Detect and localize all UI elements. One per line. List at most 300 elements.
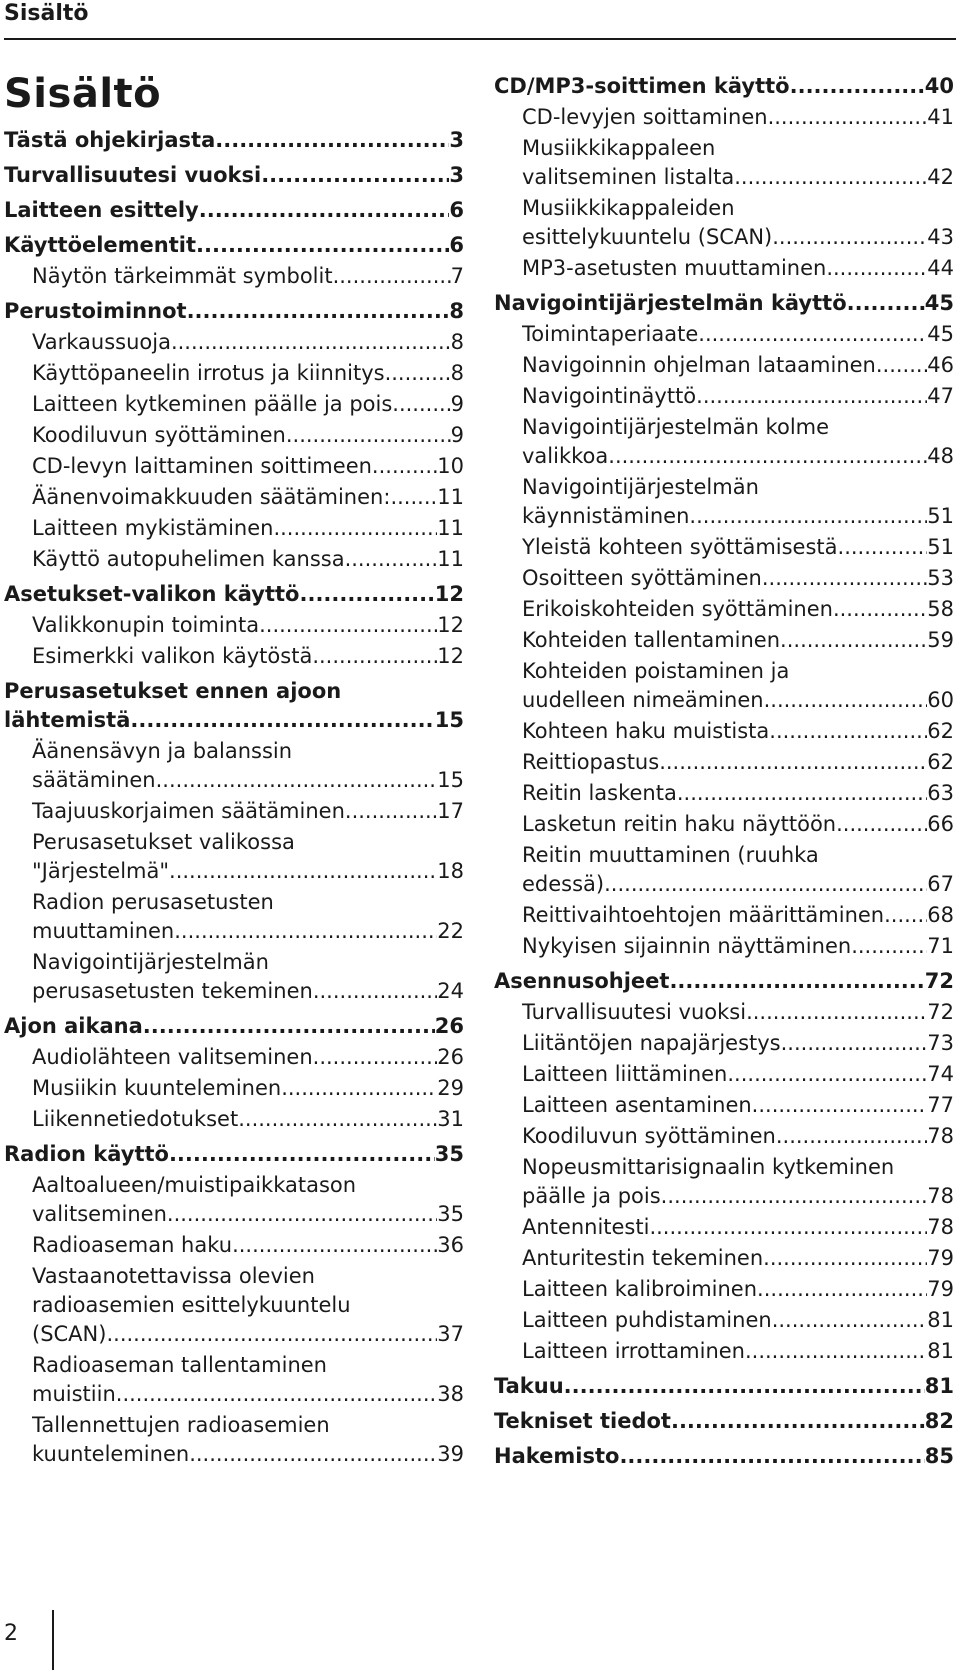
toc-entry-title: Käyttöpaneelin irrotus ja kiinnitys <box>32 361 385 385</box>
toc-page-number: 35 <box>437 1202 464 1226</box>
toc-dot-leader <box>273 514 437 543</box>
toc-entry-title: MP3-asetusten muuttaminen <box>522 256 827 280</box>
toc-section-entry <box>494 1372 954 1401</box>
toc-entry-title: Käyttö autopuhelimen kanssa <box>32 547 345 571</box>
toc-page-number: 8 <box>450 330 464 354</box>
toc-page-number: 26 <box>437 1045 464 1069</box>
toc-dot-leader <box>169 857 437 886</box>
toc-page-number: 9 <box>450 423 464 447</box>
toc-entry-title: (SCAN) <box>32 1322 107 1346</box>
toc-dot-leader <box>772 223 927 252</box>
toc-page-number: 18 <box>437 859 464 883</box>
toc-entry-title: "Järjestelmä" <box>32 859 170 883</box>
toc-subsection-entry <box>494 473 954 531</box>
toc-page-number: 85 <box>924 1444 954 1468</box>
toc-page-number: 77 <box>927 1093 954 1117</box>
toc-right-column <box>494 72 954 1473</box>
toc-entry-title: Vastaanotettavissa olevien <box>32 1264 315 1288</box>
toc-dot-leader <box>746 998 927 1027</box>
toc-entry-title: Turvallisuutesi vuoksi <box>522 1000 747 1024</box>
toc-dot-leader <box>259 611 437 640</box>
toc-dot-leader <box>385 359 451 388</box>
toc-subsection-entry <box>494 1244 954 1273</box>
toc-subsection-entry <box>494 194 954 252</box>
toc-subsection-entry <box>494 382 954 411</box>
toc-page-number: 62 <box>927 750 954 774</box>
toc-subsection-entry <box>4 797 464 826</box>
toc-subsection-entry <box>494 998 954 1027</box>
toc-dot-leader <box>757 1275 927 1304</box>
toc-page-number: 39 <box>437 1442 464 1466</box>
toc-page-number: 6 <box>449 198 464 222</box>
toc-subsection-entry <box>4 328 464 357</box>
toc-section-entry <box>4 196 464 225</box>
toc-dot-leader <box>768 103 928 132</box>
toc-page-number: 45 <box>924 291 954 315</box>
toc-entry-title: Radioaseman tallentaminen <box>32 1353 327 1377</box>
toc-entry-title: Lasketun reitin haku näyttöön <box>522 812 837 836</box>
toc-entry-title: Navigointijärjestelmän <box>32 950 269 974</box>
toc-dot-leader <box>608 442 927 471</box>
toc-dot-leader <box>884 901 927 930</box>
toc-dot-leader <box>727 1060 927 1089</box>
toc-dot-leader <box>156 766 438 795</box>
toc-page-number: 37 <box>437 1322 464 1346</box>
toc-entry-title: Navigointinäyttö <box>522 384 697 408</box>
toc-page-number: 58 <box>927 597 954 621</box>
toc-subsection-entry <box>4 421 464 450</box>
toc-dot-leader <box>826 254 927 283</box>
toc-page-number: 81 <box>927 1308 954 1332</box>
toc-dot-leader <box>689 502 927 531</box>
toc-dot-leader <box>838 533 928 562</box>
toc-entry-title: Musiikkikappaleen <box>522 136 716 160</box>
toc-entry-title: Näytön tärkeimmät symbolit <box>32 264 333 288</box>
toc-subsection-entry <box>4 888 464 946</box>
toc-entry-title: lähtemistä <box>4 708 131 732</box>
toc-subsection-entry <box>4 1043 464 1072</box>
toc-section-entry <box>4 161 464 190</box>
toc-section-entry <box>4 1140 464 1169</box>
toc-page-number: 15 <box>434 708 464 732</box>
toc-dot-leader <box>763 1244 927 1273</box>
toc-entry-title: Perusasetukset ennen ajoon <box>4 679 342 703</box>
toc-dot-leader <box>286 421 451 450</box>
toc-dot-leader <box>215 126 449 155</box>
toc-dot-leader <box>836 810 927 839</box>
toc-subsection-entry <box>494 932 954 961</box>
toc-entry-title: Audiolähteen valitseminen <box>32 1045 313 1069</box>
toc-page-number: 45 <box>927 322 954 346</box>
toc-page-number: 11 <box>437 547 464 571</box>
toc-page-number: 81 <box>927 1339 954 1363</box>
toc-dot-leader <box>764 686 928 715</box>
toc-subsection-entry <box>494 810 954 839</box>
toc-entry-title: Äänenvoimakkuuden säätäminen: <box>32 485 391 509</box>
toc-entry-title: Kohteen haku muistista <box>522 719 770 743</box>
toc-dot-leader <box>781 1029 928 1058</box>
toc-subsection-entry <box>4 483 464 512</box>
toc-entry-title: Laitteen puhdistaminen <box>522 1308 772 1332</box>
toc-subsection-entry <box>4 390 464 419</box>
toc-entry-title: Nopeusmittarisignaalin kytkeminen <box>522 1155 895 1179</box>
toc-entry-title: perusasetusten tekeminen <box>32 979 313 1003</box>
toc-entry-title: Aaltoalueen/muistipaikkatason <box>32 1173 357 1197</box>
toc-dot-leader <box>698 320 927 349</box>
toc-dot-leader <box>847 289 925 318</box>
page-title: Sisältö <box>4 71 162 117</box>
toc-entry-title: Radion perusasetusten <box>32 890 274 914</box>
toc-dot-leader <box>390 483 437 512</box>
toc-entry-title: Navigointijärjestelmän <box>522 475 759 499</box>
toc-entry-title: CD/MP3-soittimen käyttö <box>494 74 790 98</box>
toc-subsection-entry <box>494 533 954 562</box>
toc-dot-leader <box>669 967 924 996</box>
toc-entry-title: Erikoiskohteiden syöttäminen <box>522 597 833 621</box>
toc-dot-leader <box>196 231 449 260</box>
toc-page-number: 31 <box>437 1107 464 1131</box>
toc-subsection-entry <box>494 103 954 132</box>
toc-subsection-entry <box>4 1262 464 1349</box>
toc-entry-title: Anturitestin tekeminen <box>522 1246 764 1270</box>
toc-subsection-entry <box>494 626 954 655</box>
toc-subsection-entry <box>494 779 954 808</box>
toc-page-number: 72 <box>924 969 954 993</box>
toc-subsection-entry <box>4 545 464 574</box>
toc-page-number: 62 <box>927 719 954 743</box>
toc-page-number: 44 <box>927 256 954 280</box>
toc-section-entry <box>4 580 464 609</box>
toc-entry-title: valitseminen <box>32 1202 167 1226</box>
toc-dot-leader <box>661 1182 928 1211</box>
toc-dot-leader <box>232 1231 437 1260</box>
toc-page-number: 60 <box>927 688 954 712</box>
toc-page-number: 47 <box>927 384 954 408</box>
toc-entry-title: esittelykuuntelu (SCAN) <box>522 225 773 249</box>
toc-page-number: 79 <box>927 1246 954 1270</box>
toc-page-number: 79 <box>927 1277 954 1301</box>
toc-dot-leader <box>769 717 927 746</box>
toc-subsection-entry <box>4 1351 464 1409</box>
toc-page-number: 12 <box>434 582 464 606</box>
toc-subsection-entry <box>4 262 464 291</box>
toc-entry-title: Perusasetukset valikossa <box>32 830 295 854</box>
toc-dot-leader <box>564 1372 925 1401</box>
toc-dot-leader <box>312 642 437 671</box>
toc-dot-leader <box>619 1442 924 1471</box>
header-divider <box>4 38 956 40</box>
toc-dot-leader <box>345 797 437 826</box>
toc-entry-title: Kohteiden tallentaminen <box>522 628 781 652</box>
toc-page-number: 9 <box>450 392 464 416</box>
toc-page-number: 72 <box>927 1000 954 1024</box>
toc-entry-title: kuunteleminen <box>32 1442 190 1466</box>
toc-dot-leader <box>171 328 451 357</box>
toc-page-number: 15 <box>437 768 464 792</box>
toc-entry-title: Laitteen irrottaminen <box>522 1339 745 1363</box>
toc-dot-leader <box>833 595 927 624</box>
toc-dot-leader <box>116 1380 438 1409</box>
toc-entry-title: Tästä ohjekirjasta <box>4 128 216 152</box>
toc-page-number: 42 <box>927 165 954 189</box>
toc-page-number: 71 <box>927 934 954 958</box>
toc-entry-title: Laitteen esittely <box>4 198 199 222</box>
toc-subsection-entry <box>494 413 954 471</box>
toc-entry-title: Laitteen kytkeminen päälle ja pois <box>32 392 393 416</box>
toc-subsection-entry <box>4 828 464 886</box>
toc-entry-title: Laitteen mykistäminen <box>32 516 274 540</box>
toc-page-number: 81 <box>924 1374 954 1398</box>
toc-entry-title: Reittiopastus <box>522 750 660 774</box>
toc-page-number: 63 <box>927 781 954 805</box>
toc-entry-title: Koodiluvun syöttäminen <box>32 423 286 447</box>
toc-subsection-entry <box>494 1275 954 1304</box>
toc-dot-leader <box>649 1213 927 1242</box>
toc-page-number: 67 <box>927 872 954 896</box>
toc-entry-title: Asetukset-valikon käyttö <box>4 582 300 606</box>
toc-dot-leader <box>677 779 927 808</box>
toc-page-number: 73 <box>927 1031 954 1055</box>
toc-section-entry <box>494 967 954 996</box>
toc-page-number: 24 <box>437 979 464 1003</box>
toc-page-number: 41 <box>927 105 954 129</box>
toc-page-number: 66 <box>927 812 954 836</box>
toc-dot-leader <box>752 1091 928 1120</box>
toc-dot-leader <box>790 72 925 101</box>
toc-dot-leader <box>604 870 927 899</box>
toc-section-entry <box>4 231 464 260</box>
toc-section-entry <box>494 1442 954 1471</box>
toc-page-number: 11 <box>437 485 464 509</box>
toc-entry-title: Takuu <box>494 1374 564 1398</box>
toc-page-number: 38 <box>437 1382 464 1406</box>
toc-entry-title: valikkoa <box>522 444 609 468</box>
toc-page-number: 46 <box>927 353 954 377</box>
toc-entry-title: Koodiluvun syöttäminen <box>522 1124 776 1148</box>
toc-entry-title: Nykyisen sijainnin näyttäminen <box>522 934 852 958</box>
toc-entry-title: Laitteen kalibroiminen <box>522 1277 758 1301</box>
toc-subsection-entry <box>494 657 954 715</box>
toc-subsection-entry <box>494 901 954 930</box>
toc-page-number: 51 <box>927 504 954 528</box>
toc-entry-title: Navigoinnin ohjelman lataaminen <box>522 353 876 377</box>
toc-entry-title: Ajon aikana <box>4 1014 143 1038</box>
toc-section-entry <box>4 677 464 735</box>
toc-subsection-entry <box>494 1153 954 1211</box>
toc-subsection-entry <box>494 1337 954 1366</box>
toc-page-number: 82 <box>924 1409 954 1433</box>
toc-page-number: 48 <box>927 444 954 468</box>
toc-entry-title: valitseminen listalta <box>522 165 735 189</box>
toc-dot-leader <box>745 1337 927 1366</box>
toc-entry-title: Antennitesti <box>522 1215 650 1239</box>
toc-subsection-entry <box>4 642 464 671</box>
toc-page-number: 12 <box>437 613 464 637</box>
toc-entry-title: Radioaseman haku <box>32 1233 233 1257</box>
toc-subsection-entry <box>4 359 464 388</box>
toc-page-number: 11 <box>437 516 464 540</box>
toc-subsection-entry <box>4 737 464 795</box>
toc-entry-title: Reitin muuttaminen (ruuhka <box>522 843 819 867</box>
page-number: 2 <box>4 1621 18 1646</box>
toc-dot-leader <box>187 297 450 326</box>
toc-dot-leader <box>261 161 449 190</box>
toc-dot-leader <box>392 390 450 419</box>
toc-dot-leader <box>696 382 927 411</box>
toc-entry-title: Reittivaihtoehtojen määrittäminen <box>522 903 885 927</box>
toc-entry-title: Radion käyttö <box>4 1142 169 1166</box>
toc-page-number: 7 <box>450 264 464 288</box>
toc-page-number: 29 <box>437 1076 464 1100</box>
toc-page-number: 8 <box>450 361 464 385</box>
toc-subsection-entry <box>494 351 954 380</box>
toc-page-number: 68 <box>927 903 954 927</box>
toc-dot-leader <box>851 932 927 961</box>
toc-subsection-entry <box>4 948 464 1006</box>
toc-page-number: 78 <box>927 1184 954 1208</box>
toc-section-entry <box>494 289 954 318</box>
toc-subsection-entry <box>494 254 954 283</box>
toc-dot-leader <box>130 706 434 735</box>
toc-subsection-entry <box>494 595 954 624</box>
toc-entry-title: Laitteen asentaminen <box>522 1093 752 1117</box>
toc-entry-title: CD-levyjen soittaminen <box>522 105 768 129</box>
toc-entry-title: päälle ja pois <box>522 1184 661 1208</box>
toc-entry-title: Äänensävyn ja balanssin <box>32 739 293 763</box>
toc-dot-leader <box>772 1306 928 1335</box>
toc-entry-title: Tallennettujen radioasemien <box>32 1413 330 1437</box>
toc-entry-title: Toimintaperiaate <box>522 322 699 346</box>
toc-entry-title: Asennusohjeet <box>494 969 670 993</box>
toc-page-number: 10 <box>437 454 464 478</box>
toc-page-number: 59 <box>927 628 954 652</box>
footer-divider <box>52 1610 54 1670</box>
toc-entry-title: Liitäntöjen napajärjestys <box>522 1031 781 1055</box>
toc-entry-title: Yleistä kohteen syöttämisestä <box>522 535 838 559</box>
toc-page-number: 53 <box>927 566 954 590</box>
toc-entry-title: muistiin <box>32 1382 116 1406</box>
toc-entry-title: Kohteiden poistaminen ja <box>522 659 790 683</box>
toc-subsection-entry <box>494 564 954 593</box>
toc-subsection-entry <box>494 1122 954 1151</box>
toc-entry-title: Musiikin kuunteleminen <box>32 1076 282 1100</box>
toc-dot-leader <box>876 351 927 380</box>
toc-entry-title: Laitteen liittäminen <box>522 1062 728 1086</box>
toc-dot-leader <box>313 1043 438 1072</box>
toc-dot-leader <box>780 626 927 655</box>
toc-entry-title: Musiikkikappaleiden <box>522 196 735 220</box>
toc-page-number: 51 <box>927 535 954 559</box>
toc-dot-leader <box>333 262 451 291</box>
toc-subsection-entry <box>494 1306 954 1335</box>
toc-page-number: 78 <box>927 1215 954 1239</box>
toc-subsection-entry <box>494 1091 954 1120</box>
toc-entry-title: Reitin laskenta <box>522 781 677 805</box>
running-header: Sisältö <box>4 1 89 26</box>
toc-dot-leader <box>238 1105 437 1134</box>
toc-dot-leader <box>372 452 437 481</box>
toc-page-number: 8 <box>449 299 464 323</box>
toc-entry-title: Perustoiminnot <box>4 299 187 323</box>
toc-dot-leader <box>169 1140 435 1169</box>
toc-left-column <box>4 126 464 1471</box>
toc-entry-title: Valikkonupin toiminta <box>32 613 260 637</box>
toc-dot-leader <box>143 1012 435 1041</box>
toc-subsection-entry <box>494 1213 954 1242</box>
toc-page-number: 17 <box>437 799 464 823</box>
toc-page-number: 12 <box>437 644 464 668</box>
toc-entry-title: käynnistäminen <box>522 504 690 528</box>
toc-dot-leader <box>199 196 450 225</box>
toc-section-entry <box>4 1012 464 1041</box>
toc-entry-title: Esimerkki valikon käytöstä <box>32 644 313 668</box>
toc-subsection-entry <box>494 320 954 349</box>
toc-entry-title: CD-levyn laittaminen soittimeen <box>32 454 372 478</box>
toc-entry-title: Tekniset tiedot <box>494 1409 671 1433</box>
toc-subsection-entry <box>4 1231 464 1260</box>
toc-subsection-entry <box>494 841 954 899</box>
toc-entry-title: Hakemisto <box>494 1444 620 1468</box>
toc-subsection-entry <box>494 134 954 192</box>
toc-page-number: 6 <box>449 233 464 257</box>
toc-dot-leader <box>345 545 438 574</box>
toc-dot-leader <box>659 748 927 777</box>
toc-subsection-entry <box>4 514 464 543</box>
toc-page-number: 43 <box>927 225 954 249</box>
toc-entry-title: radioasemien esittelykuuntelu <box>32 1293 351 1317</box>
toc-page-number: 36 <box>437 1233 464 1257</box>
toc-dot-leader <box>189 1440 437 1469</box>
toc-section-entry <box>494 1407 954 1436</box>
toc-subsection-entry <box>4 1171 464 1229</box>
toc-subsection-entry <box>494 1029 954 1058</box>
toc-section-entry <box>494 72 954 101</box>
toc-dot-leader <box>281 1074 437 1103</box>
toc-entry-title: Liikennetiedotukset <box>32 1107 239 1131</box>
toc-entry-title: Osoitteen syöttäminen <box>522 566 762 590</box>
toc-subsection-entry <box>4 1411 464 1469</box>
toc-page-number: 74 <box>927 1062 954 1086</box>
toc-entry-title: Navigointijärjestelmän kolme <box>522 415 830 439</box>
toc-page-number: 22 <box>437 919 464 943</box>
toc-page-number: 78 <box>927 1124 954 1148</box>
toc-page-number: 26 <box>434 1014 464 1038</box>
toc-entry-title: edessä) <box>522 872 605 896</box>
toc-dot-leader <box>174 917 437 946</box>
toc-dot-leader <box>671 1407 925 1436</box>
toc-entry-title: Taajuuskorjaimen säätäminen <box>32 799 345 823</box>
toc-section-entry <box>4 126 464 155</box>
toc-dot-leader <box>734 163 927 192</box>
toc-page-number: 40 <box>924 74 954 98</box>
toc-entry-title: Turvallisuutesi vuoksi <box>4 163 262 187</box>
toc-entry-title: Navigointijärjestelmän käyttö <box>494 291 847 315</box>
toc-dot-leader <box>762 564 927 593</box>
toc-entry-title: Käyttöelementit <box>4 233 197 257</box>
toc-entry-title: uudelleen nimeäminen <box>522 688 764 712</box>
toc-entry-title: Varkaussuoja <box>32 330 171 354</box>
toc-page-number: 3 <box>449 163 464 187</box>
toc-subsection-entry <box>494 1060 954 1089</box>
toc-subsection-entry <box>494 748 954 777</box>
toc-subsection-entry <box>4 1105 464 1134</box>
toc-page-number: 3 <box>449 128 464 152</box>
toc-subsection-entry <box>4 452 464 481</box>
toc-entry-title: säätäminen <box>32 768 156 792</box>
toc-dot-leader <box>313 977 437 1006</box>
toc-page-number: 35 <box>434 1142 464 1166</box>
toc-subsection-entry <box>494 717 954 746</box>
